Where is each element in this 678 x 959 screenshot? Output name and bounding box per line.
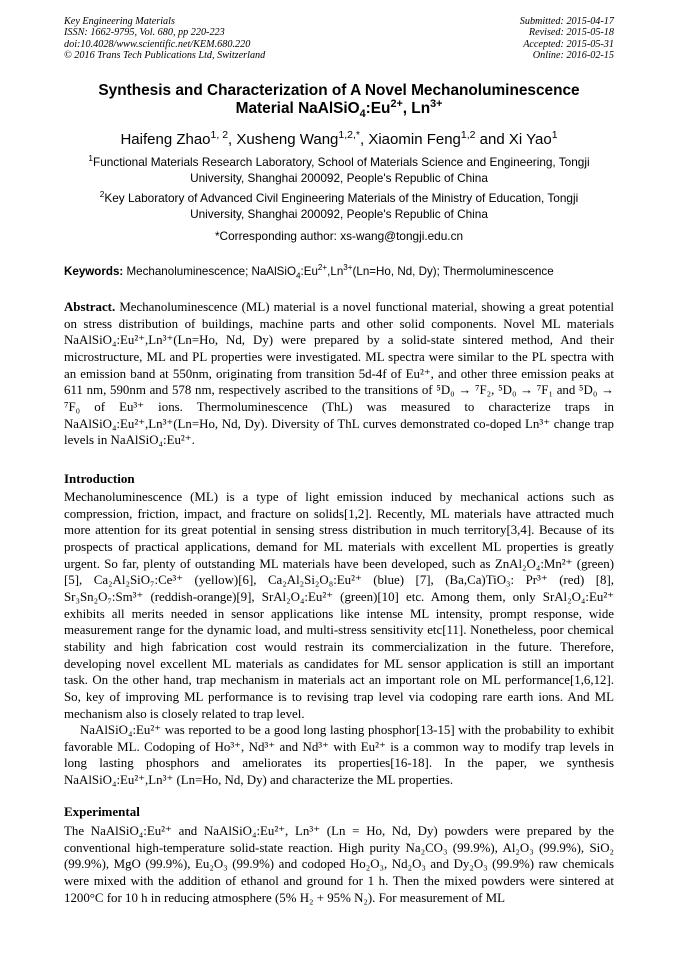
introduction-paragraph-2: NaAlSiO₄:Eu²⁺ was reported to be a good long lasting phosphor[13-15] with the probability to exhibit favorable ML. Codoping of Ho³⁺, Nd³⁺ and Nd³⁺ with Eu²⁺ is a common way to modify trap levels in long lasting phosphors and ameliorates its properties[16-18]. In the paper, we synthesis NaAlSiO₄:Eu²⁺,Ln³⁺ (Ln=Ho, Nd, Dy) and characterize the ML properties.	[64, 723, 614, 787]
abstract-label: Abstract.	[64, 300, 116, 314]
title-line-2: Material $NaAlSiO_4:Eu^{2+}$, $Ln^{3+}$	[235, 97, 443, 120]
online-date: Online: 2016-02-15	[532, 50, 614, 62]
title-line-1: Synthesis and Characterization of A Novel Mechanoluminescence	[98, 82, 580, 99]
abstract-text: Mechanoluminescence (ML) material is a novel functional material, showing a great potential on stress distribution of buildings, machine parts and other solid components. Novel ML materials NaAlSiO₄:Eu²⁺,Ln³⁺(Ln=Ho, Nd, Dy) were prepared by a solid-state sintered method, And their microstructure, ML and PL properties were investigated. ML spectra were similar to the PL spectra with an emission band at 550nm, originating from transition 5d-4f of Eu²⁺, and other three emission peaks at 611 nm, 590nm and 578 nm, respectively ascribed to the transitions of ⁵D₀ → ⁷F₂, ⁵D₀ → ⁷F₁ and ⁵D₀ → ⁷F₀ of Eu³⁺ ions. Thermoluminescence (ThL) was measured to characterize traps in NaAlSiO₄:Eu²⁺,Ln³⁺(Ln=Ho, Nd, Dy). Diversity of ThL curves demonstrated co-doped Ln³⁺ change trap levels in NaAlSiO₄:Eu²⁺.	[64, 300, 614, 448]
author-name: Haifeng Zhao	[120, 131, 211, 148]
accepted-date: Accepted: 2015-05-31	[523, 38, 614, 50]
journal-name: Key Engineering Materials	[64, 16, 175, 27]
submitted-date: Submitted: 2015-04-17	[519, 16, 614, 27]
journal-header-left	[64, 16, 265, 62]
experimental-paragraph-1: The NaAlSiO₄:Eu²⁺ and NaAlSiO₄:Eu²⁺, Ln³⁺ (Ln = Ho, Nd, Dy) powders were prepared by the conventional high-temperature solid-state reaction. High purity Na₂CO₃ (99.9%), Al₂O₃ (99.9%), SiO₂ (99.9%), MgO (99.9%), Eu₂O₃ (99.9%) and codoped Ho₂O₃, Nd₂O₃ and Dy₂O₃ (99.9%) raw chemicals were mixed with the addition of ethanol and ground for 1 h. Then the mixed powders were sintered at 1200°C for 10 h in reducing atmosphere (5% H₂ + 95% N₂). For measurement of ML	[64, 824, 614, 905]
journal-header-right	[520, 16, 614, 62]
section-heading-introduction: Introduction	[64, 471, 135, 486]
affiliation-1: $^1$Functional Materials Research Laboratory, School of Materials Science and Engineering, Tongji University, Shanghai 200092, People's Republic of China	[88, 154, 590, 185]
keywords: Keywords: Mechanoluminescence; $NaAlSiO_4:Eu^{2+},Ln^{3+}(Ln=Ho$, Nd, Dy); Thermoluminescence	[64, 263, 554, 281]
keywords-label: Keywords:	[64, 265, 124, 278]
abstract	[64, 299, 614, 449]
author-name: Xi Yao	[508, 131, 552, 148]
author-name: Xusheng Wang	[236, 131, 339, 148]
introduction-paragraph-1: Mechanoluminescence (ML) is a type of light emission induced by mechanical actions such as compression, friction, impact, and fracture on solids[1,2]. Recently, ML materials have attracted much more attention for its great potential in sensing stress distribution in much territory[3,4]. Because of its prospects of practical applications, demand for ML materials with excellent ML properties is greatly urgent. So far, plenty of outstanding ML materials have been developed, such as ZnAl₂O₄:Mn²⁺ (green)[5], Ca₂Al₂SiO₇:Ce³⁺ (yellow)[6], Ca₂Al₂Si₂O₈:Eu²⁺ (blue) [7], (Ba,Ca)TiO₃: Pr³⁺ (red) [8], Sr₃Sn₂O₇:Sm³⁺ (reddish-orange)[9], SrAl₂O₄:Eu²⁺ (green)[10] etc. Among them, only SrAl₂O₄:Eu²⁺ exhibits all merits needed in sensor applications like intense ML intensity, prompt response, wide measurement range for the dynamic load, and multi-stress sensitivity etc[11]. Nonetheless, poor chemical stability and high fabrication cost would restrain its commercialization in the future. Therefore, developing novel excellent ML materials as candidates for ML sensor application is still an important task. On the other hand, trap mechanism in materials act an important role on ML performance[1,6,12]. So, key of improving ML performance is to revising trap level via codoping rare earth ions. And ML mechanism also is closely related to trap level.	[64, 490, 614, 721]
issn-line: ISSN: 1662-9795, Vol. 680, pp 220-223	[64, 27, 225, 39]
copyright-line: © 2016 Trans Tech Publications Ltd, Switzerland	[64, 50, 266, 62]
doi-line: doi:10.4028/www.scientific.net/KEM.680.220	[64, 38, 251, 50]
section-heading-experimental: Experimental	[64, 804, 140, 819]
corresponding-author: *Corresponding author: xs-wang@tongji.edu.cn	[214, 229, 464, 243]
author-list: Haifeng Zhao$^{1, 2}$, Xusheng Wang$^{1,2,*}$, Xiaomin Feng$^{1,2}$ and Xi Yao$^1$	[120, 129, 558, 148]
author-name: Xiaomin Feng	[368, 131, 461, 148]
paper-title	[64, 82, 614, 120]
affiliation-2: $^2$Key Laboratory of Advanced Civil Engineering Materials of the Ministry of Education, Tongji University, Shanghai 200092, People's Republic of China	[99, 190, 579, 221]
revised-date: Revised: 2015-05-18	[528, 27, 614, 39]
